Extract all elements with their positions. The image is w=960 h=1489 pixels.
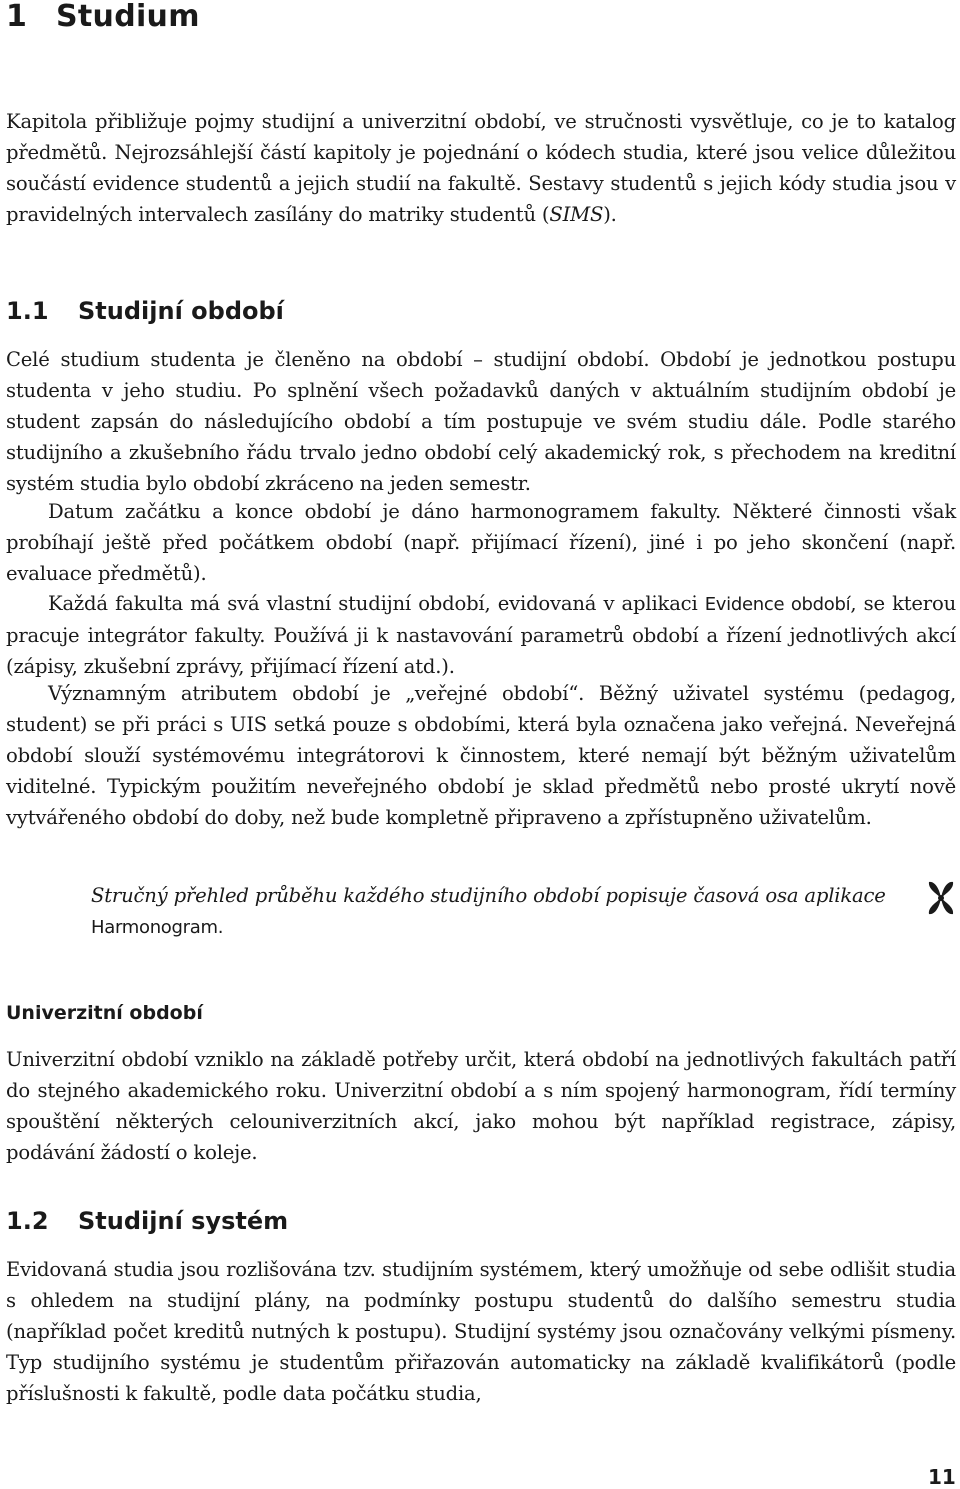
studijni-obdobi-paragraph-3 <box>6 588 956 682</box>
studijni-system-paragraph: Evidovaná studia jsou rozlišována tzv. studijním systémem, který umožňuje od sebe odlišit studia s ohledem na studijní plány, na podmínky postupu studentů do dalšího semestru studia (například počet kreditů nutných k postupu). Studijní systémy jsou označovány velkými písmeny. Typ studijního systému je studentům přiřazován automaticky na základě kvalifikátorů (podle příslušnosti k fakultě, podle data počátku studia, <box>6 1258 956 1405</box>
fleuron-icon <box>926 878 956 918</box>
section-number: 1.2 <box>6 1207 49 1235</box>
margin-note <box>91 880 901 943</box>
app-name-evidence-obdobi: Evidence období <box>704 594 851 615</box>
section-number: 1.1 <box>6 297 49 325</box>
chapter-heading <box>6 0 200 34</box>
intro-paragraph <box>6 106 956 230</box>
chapter-number: 1 <box>6 0 28 34</box>
app-name-harmonogram: Harmonogram. <box>91 917 224 938</box>
studijni-obdobi-paragraph-4: Významným atributem období je „veřejné období“. Běžný uživatel systému (pedagog, student) se při práci s UIS setká pouze s obdobími, která byla označena jako veřejná. Neveřejná období slouží systémovému integrátorovi k činnostem, které nemají být běžným uživatelům viditelné. Typickým použitím neveřejného období je sklad předmětů nebo prosté ukrytí nově vytvářeného období do doby, než bude kompletně připraveno a zpřístupněno uživatelům. <box>6 682 956 829</box>
paragraph-text-end: , se kterou pracuje integrátor fakulty. Používá ji k nastavování parametrů období a řízení jednotlivých akcí (zápisy, zkušební zprávy, přijímací řízení atd.). <box>6 592 956 678</box>
studijni-obdobi-paragraph-2: Datum začátku a konce období je dáno harmonogramem fakulty. Některé činnosti však probíhají ještě před počátkem období (např. přijímací řízení), jiné i po jeho skončení (např. evaluace předmětů). <box>6 500 956 585</box>
studijni-obdobi-paragraph-1: Celé studium studenta je členěno na období – studijní období. Období je jednotkou postupu studenta v jeho studiu. Po splnění všech požadavků daných v aktuálním studijním období je student zapsán do následujícího období a tím postupuje ve svém studiu dále. Podle starého studijního a zkušebního řádu trvalo jedno období celý akademický rok, s přechodem na kreditní systém studia bylo období zkráceno na jeden semestr. <box>6 348 956 495</box>
sims-abbreviation: SIMS <box>549 203 604 226</box>
page-number: 11 <box>928 1465 956 1489</box>
section-title: Studijní systém <box>78 1207 289 1235</box>
note-text: Stručný přehled průběhu každého studijního období popisuje časová osa aplikace <box>91 884 886 907</box>
subsection-heading-univerzitni-obdobi: Univerzitní období <box>6 1002 203 1024</box>
intro-text: Kapitola přibližuje pojmy studijní a univerzitní období, ve stručnosti vysvětluje, co je to katalog předmětů. Nejrozsáhlejší částí kapitoly je pojednání o kódech studia, které jsou velice důležitou součástí evidence studentů a jejich studií na fakultě. Sestavy studentů s jejich kódy studia jsou v pravidelných intervalech zasílány do matriky studentů ( <box>6 110 956 226</box>
intro-text-end: ). <box>603 203 617 226</box>
univerzitni-obdobi-paragraph: Univerzitní období vzniklo na základě potřeby určit, která období na jednotlivých fakultách patří do stejného akademického roku. Univerzitní období a s ním spojený harmonogram, řídí termíny spouštění některých celouniverzitních akcí, jako mohou být například registrace, zápisy, podávání žádostí o koleje. <box>6 1048 956 1164</box>
chapter-title: Studium <box>56 0 200 34</box>
section-heading-1-2 <box>6 1206 288 1236</box>
paragraph-text: Každá fakulta má svá vlastní studijní období, evidovaná v aplikaci <box>48 592 705 615</box>
section-title: Studijní období <box>78 297 284 325</box>
section-heading-1-1 <box>6 296 284 326</box>
